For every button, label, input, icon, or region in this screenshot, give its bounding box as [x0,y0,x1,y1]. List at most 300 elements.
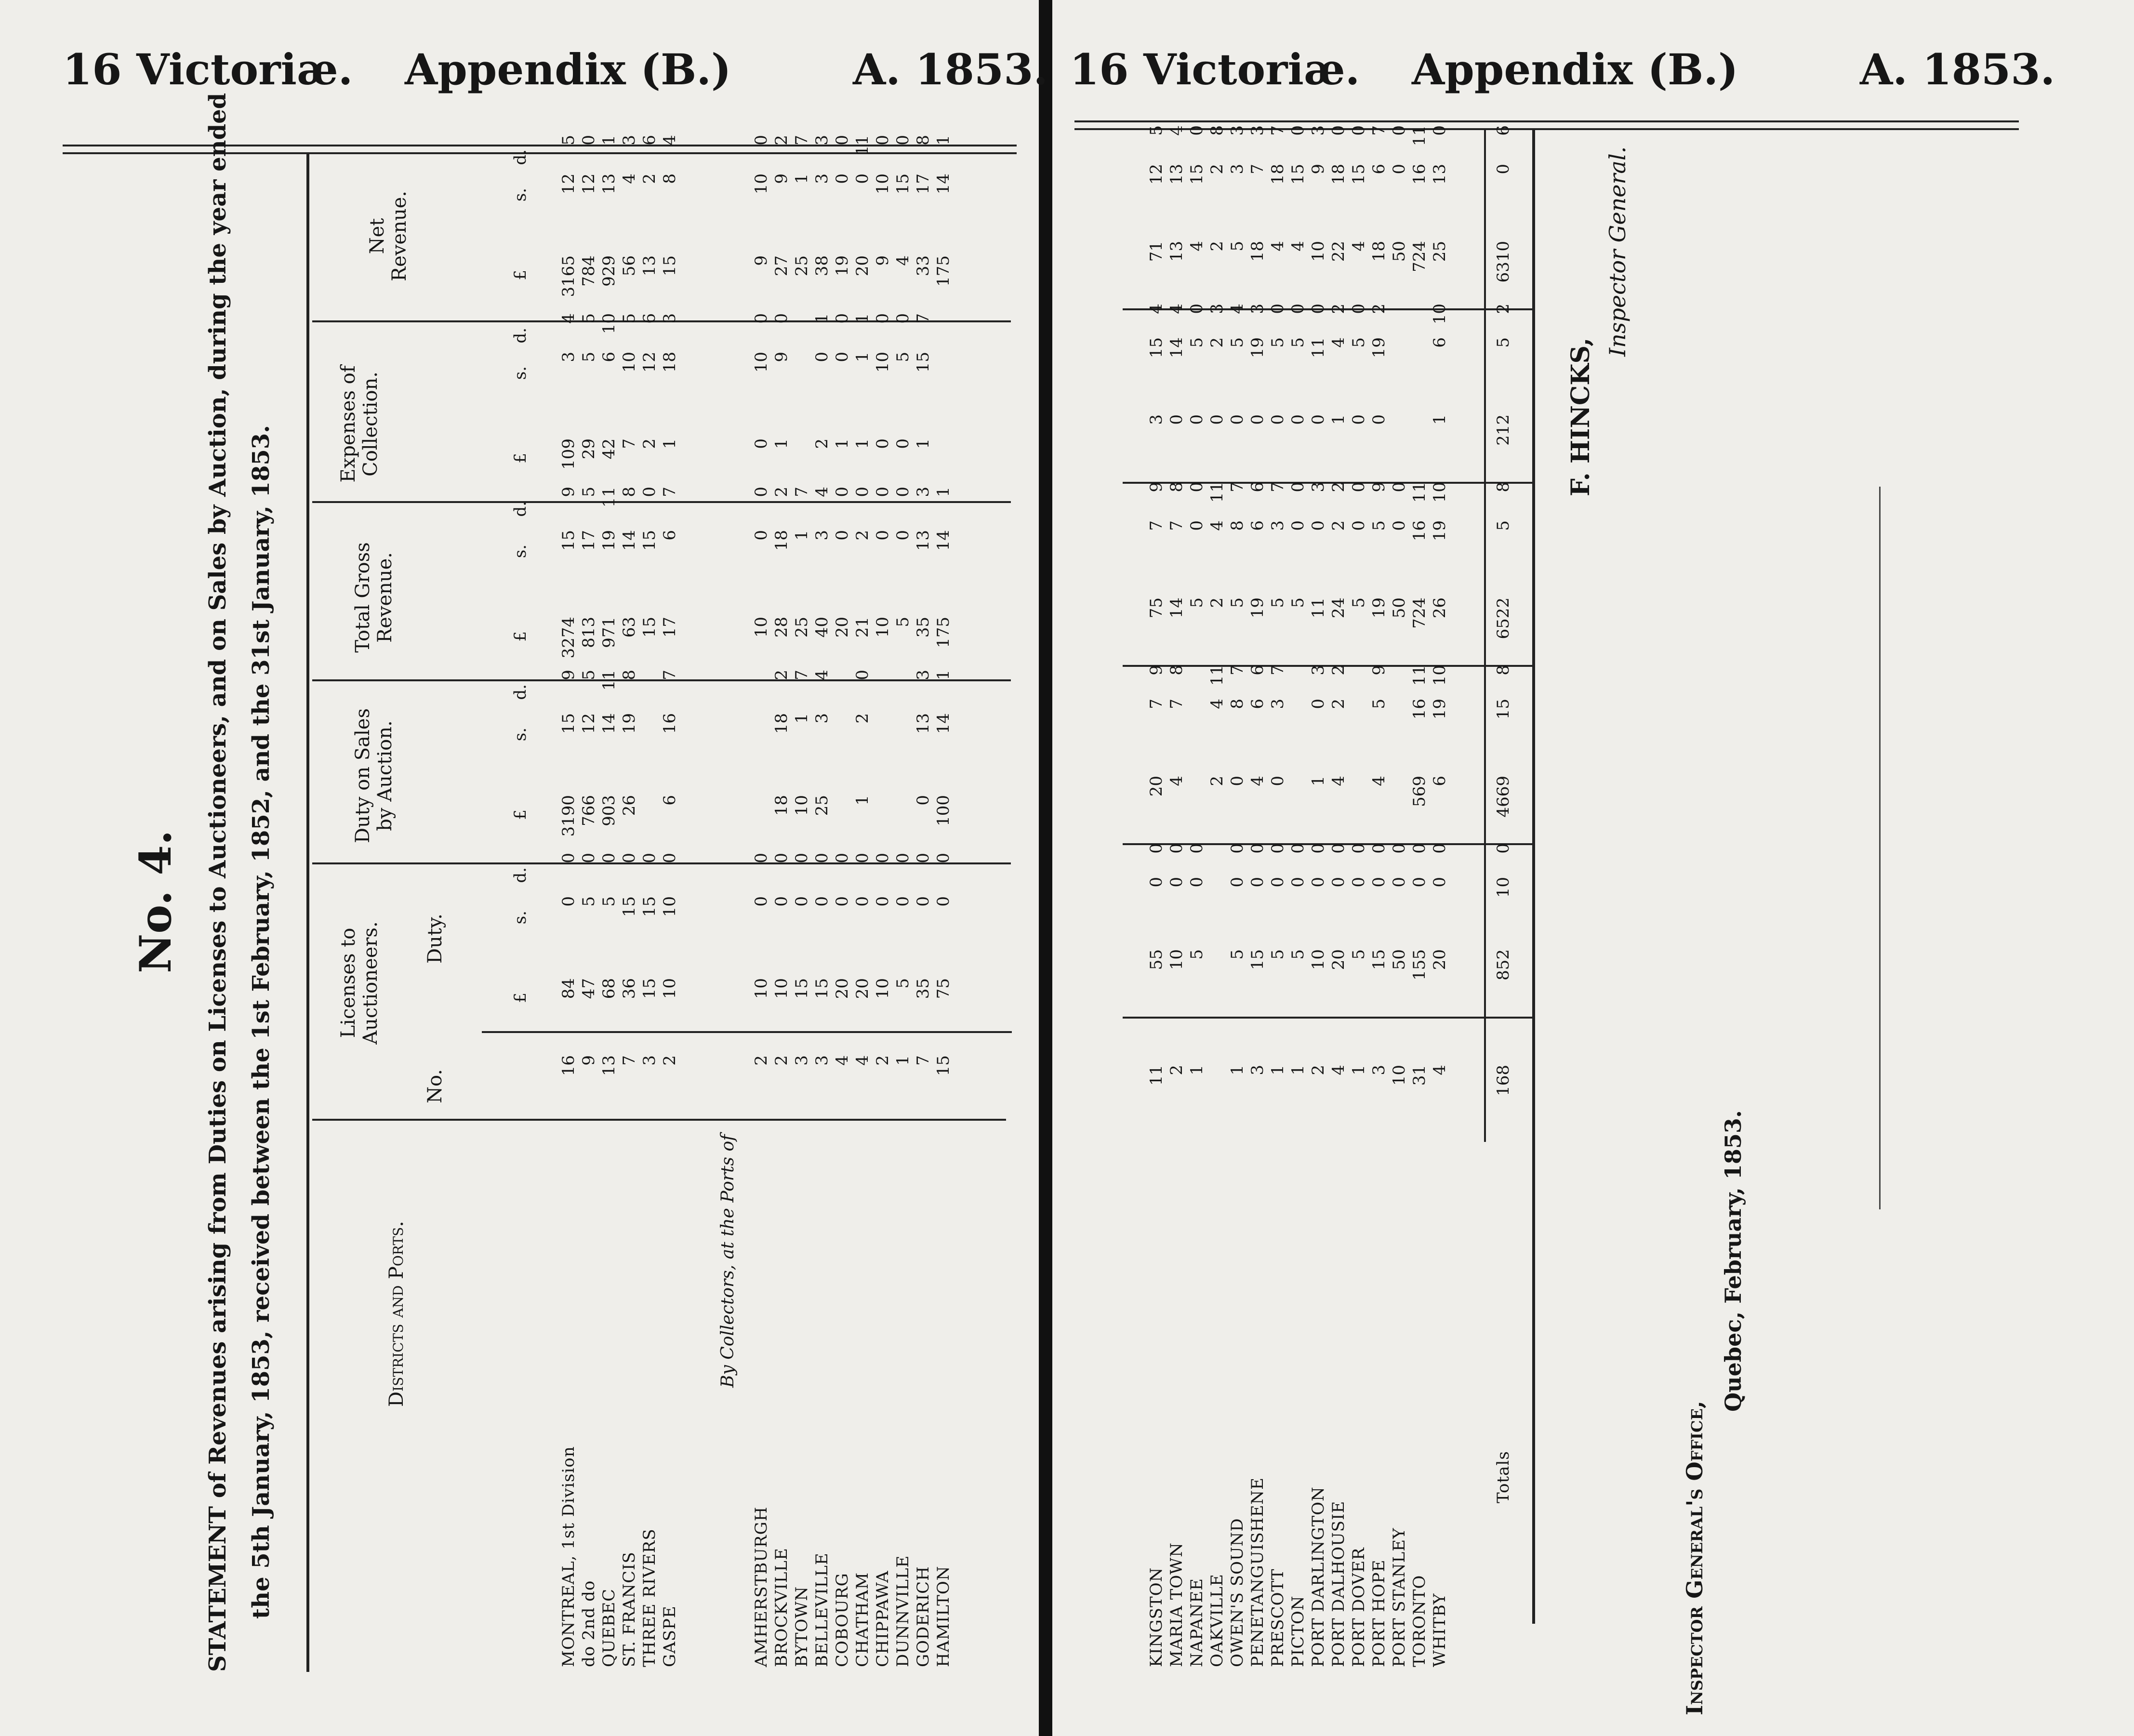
totals-exp-1: 5 [1494,337,1513,348]
totals-gross-1: 5 [1494,520,1513,531]
row-name: ST. FRANCIS [620,1551,639,1667]
row-sale-pence: 11 [599,670,619,691]
row-gross-shillings: 5 [1369,520,1389,531]
row-net-shillings: 4 [620,173,639,184]
row-net-pence: 0 [1390,125,1409,136]
row-exp-shillings: 19 [1248,337,1267,358]
row-sale-shillings: 18 [772,713,791,734]
row-lic-shillings: 0 [934,896,953,907]
row-net-pounds: 13 [1167,241,1186,262]
row-net-shillings: 12 [579,173,598,195]
row-gross-pounds: 3274 [559,617,578,659]
row-lic-shillings: 0 [1248,877,1267,888]
row-sale-pence: 1 [934,670,953,680]
row-gross-pounds: 724 [1410,597,1429,629]
row-name: GASPE [660,1605,679,1667]
row-gross-shillings: 3 [812,530,832,541]
row-gross-shillings: 3 [1268,520,1287,531]
row-net-pounds: 38 [812,255,832,277]
row-gross-shillings: 7 [1147,520,1166,531]
row-name: PRESCOTT [1268,1568,1287,1667]
row-net-pounds: 9 [873,255,892,266]
row-lic-shillings: 0 [1390,877,1409,888]
row-gross-pence: 0 [873,487,892,497]
row-name: TORONTO [1410,1575,1429,1667]
row-gross-pence: 0 [893,487,913,497]
row-lic-pounds: 15 [812,978,832,999]
row-net-shillings: 8 [660,173,679,184]
row-sale-shillings: 2 [1329,699,1348,709]
row-net-pounds: 5 [1228,241,1247,252]
row-sale-shillings: 8 [1228,699,1247,709]
right-table-border [1532,130,1535,1624]
row-gross-shillings: 14 [934,530,953,551]
row-gross-pounds: 2 [1207,597,1227,608]
row-sale-shillings: 1 [792,713,811,724]
row-gross-pence: 7 [1228,482,1247,492]
row-gross-pence: 3 [1309,482,1328,492]
row-sale-shillings: 4 [1207,699,1227,709]
row-no: 1 [893,1055,913,1066]
row-exp-shillings: 11 [1309,337,1328,358]
row-exp-pence: 4 [1228,304,1247,314]
row-no: 3 [1369,1065,1389,1075]
row-name: BELLEVILLE [812,1552,832,1667]
row-sale-pounds: 20 [1147,776,1166,797]
row-name: OWEN'S SOUND [1228,1518,1247,1667]
row-net-pounds: 4 [1187,241,1206,252]
row-net-pence: 0 [1288,125,1308,136]
row-net-pounds: 56 [620,255,639,277]
row-exp-shillings: 10 [752,352,771,373]
office-name: Inspector General's Office, [1682,1401,1708,1715]
unit-net-1: s. [511,188,530,202]
row-exp-pounds: 1 [1430,414,1449,425]
row-exp-pence: 0 [1288,304,1308,314]
row-net-shillings: 15 [893,173,913,195]
totals-exp-2: 2 [1494,304,1513,314]
row-net-pence: 3 [812,135,832,146]
row-lic-pounds: 5 [893,978,913,989]
row-net-pounds: 4 [893,255,913,266]
totals-lic-0: 852 [1494,949,1513,981]
row-gross-pounds: 15 [640,617,659,638]
row-gross-shillings: 6 [1248,520,1267,531]
row-net-pence: 4 [660,135,679,146]
row-exp-pounds: 0 [752,438,771,449]
unit-sale-0: £ [511,809,530,820]
row-lic-shillings: 0 [1329,877,1348,888]
row-gross-pence: 0 [1349,482,1368,492]
left-header-right: A. 1853. [853,44,1048,94]
row-gross-pounds: 40 [812,617,832,638]
row-gross-pounds: 19 [1369,597,1389,619]
row-gross-shillings: 0 [893,530,913,541]
row-gross-shillings: 13 [914,530,933,551]
row-gross-pounds: 28 [772,617,791,638]
row-exp-pence: 0 [1349,304,1368,314]
row-net-shillings: 2 [1207,164,1227,174]
row-lic-pence: 0 [1329,843,1348,854]
row-lic-shillings: 0 [1410,877,1429,888]
row-lic-shillings: 0 [772,896,791,907]
row-lic-pence: 0 [752,853,771,863]
row-lic-pounds: 20 [1430,949,1449,970]
row-gross-shillings: 0 [1349,520,1368,531]
row-net-shillings: 15 [1288,164,1308,185]
row-lic-pounds: 5 [1268,949,1287,960]
row-sale-pounds: 1 [1309,776,1328,786]
row-exp-pounds: 1 [772,438,791,449]
row-sale-pounds: 4 [1329,776,1348,786]
row-name: PENETANGUISHENE [1248,1477,1267,1667]
unit-exp-2: d. [511,328,530,344]
totals-gross-0: 6522 [1494,597,1513,639]
row-exp-shillings: 5 [1228,337,1247,348]
row-net-shillings: 14 [934,173,953,195]
row-lic-shillings: 0 [1430,877,1449,888]
row-lic-shillings: 5 [599,896,619,907]
totals-lic-2: 0 [1494,843,1513,854]
row-exp-shillings: 2 [1207,337,1227,348]
row-exp-pounds: 1 [914,438,933,449]
row-net-shillings: 1 [792,173,811,184]
row-lic-shillings: 0 [752,896,771,907]
unit-row-rule [482,1031,1012,1033]
row-no: 9 [579,1055,598,1066]
row-gross-shillings: 0 [833,530,852,541]
row-name: OAKVILLE [1207,1574,1227,1667]
row-net-shillings: 15 [1349,164,1368,185]
row-net-pence: 0 [873,135,892,146]
row-no: 1 [1349,1065,1368,1075]
row-gross-pence: 8 [620,487,639,497]
row-exp-pence: 1 [853,313,872,324]
row-lic-pounds: 5 [1349,949,1368,960]
row-lic-pounds: 36 [620,978,639,999]
row-sale-pounds: 25 [812,795,832,816]
row-net-shillings: 0 [1390,164,1409,174]
row-net-pence: 6 [640,135,659,146]
row-lic-pounds: 10 [752,978,771,999]
row-gross-pence: 0 [853,487,872,497]
row-gross-pounds: 21 [853,617,872,638]
row-net-pounds: 4 [1268,241,1287,252]
row-net-shillings: 18 [1329,164,1348,185]
row-gross-shillings: 19 [1430,520,1449,542]
row-exp-shillings: 6 [599,352,619,362]
row-gross-shillings: 18 [772,530,791,551]
row-lic-pence: 0 [660,853,679,863]
row-lic-pence: 0 [1228,843,1247,854]
row-lic-shillings: 0 [559,896,578,907]
right-header-rule-1 [1074,120,2019,122]
row-sale-pence: 11 [1207,665,1227,686]
row-net-pounds: 2 [1207,241,1227,252]
row-lic-pence: 0 [559,853,578,863]
row-no: 4 [1430,1065,1449,1075]
row-gross-shillings: 7 [1167,520,1186,531]
unit-exp-0: £ [511,453,530,464]
row-sale-pence: 8 [1167,665,1186,676]
row-gross-pounds: 11 [1309,597,1328,619]
row-net-pence: 0 [752,135,771,146]
totals-sale-1: 15 [1494,699,1513,720]
totals-no: 168 [1494,1065,1513,1096]
row-exp-pence: 0 [1309,304,1328,314]
row-lic-pounds: 75 [934,978,953,999]
row-sale-pounds: 3190 [559,795,578,837]
row-exp-pence: 4 [1167,304,1186,314]
row-lic-pence: 0 [1288,843,1308,854]
row-gross-pence: 6 [1248,482,1267,492]
row-net-shillings: 10 [752,173,771,195]
row-sale-pounds: 26 [620,795,639,816]
row-exp-pounds: 1 [833,438,852,449]
col-expenses: Expenses of Collection. [337,365,382,483]
right-header-left: 16 Victoriæ. [1070,44,1360,94]
row-no: 1 [1228,1065,1247,1075]
row-gross-shillings: 15 [640,530,659,551]
row-name: PICTON [1288,1595,1308,1667]
row-sale-pence: 7 [660,670,679,680]
unit-sale-2: d. [511,684,530,700]
row-sale-pence: 3 [914,670,933,680]
row-lic-pence: 0 [1410,843,1429,854]
row-gross-pence: 11 [599,487,619,508]
row-lic-pence: 0 [640,853,659,863]
row-exp-shillings: 5 [1187,337,1206,348]
row-net-pence: 7 [1268,125,1287,136]
row-gross-shillings: 0 [1187,520,1206,531]
row-gross-shillings: 0 [752,530,771,541]
row-lic-pence: 0 [853,853,872,863]
row-lic-shillings: 0 [1288,877,1308,888]
row-exp-shillings: 0 [812,352,832,362]
row-gross-pounds: 5 [893,617,913,627]
right-header-right: A. 1853. [1860,44,2055,94]
row-no: 4 [1329,1065,1348,1075]
row-sale-pence: 9 [1369,665,1389,676]
row-net-pounds: 3165 [559,255,578,297]
row-net-pence: 11 [853,135,872,156]
row-lic-shillings: 10 [660,896,679,917]
unit-exp-1: s. [511,366,530,380]
unit-gross-0: £ [511,631,530,642]
row-lic-shillings: 0 [1187,877,1206,888]
row-gross-shillings: 0 [1309,520,1328,531]
row-exp-pence: 2 [1329,304,1348,314]
row-exp-pence: 3 [660,313,679,324]
row-sale-pence: 11 [1410,665,1429,686]
row-exp-pence: 0 [1268,304,1287,314]
row-exp-pence: 4 [1147,304,1166,314]
row-exp-pence: 2 [1369,304,1389,314]
row-sale-pence: 3 [1309,665,1328,676]
row-sale-shillings: 7 [1147,699,1166,709]
row-no: 11 [1147,1065,1166,1086]
row-exp-pence: 5 [579,313,598,324]
row-exp-pence: 3 [1207,304,1227,314]
row-gross-pounds: 24 [1329,597,1348,619]
unit-gross-2: d. [511,501,530,517]
row-no: 4 [833,1055,852,1066]
row-lic-pence: 0 [599,853,619,863]
row-lic-pounds: 20 [853,978,872,999]
page-gutter [1039,0,1052,1736]
row-lic-pence: 0 [1369,843,1389,854]
row-name: GODERICH [914,1566,933,1667]
row-lic-pence: 0 [833,853,852,863]
row-gross-pounds: 5 [1268,597,1287,608]
row-exp-shillings: 12 [640,352,659,373]
row-net-shillings: 0 [833,173,852,184]
row-lic-pence: 0 [873,853,892,863]
row-lic-pence: 0 [1268,843,1287,854]
row-net-pounds: 33 [914,255,933,277]
row-name: THREE RIVERS [640,1528,659,1667]
row-net-pounds: 25 [1430,241,1449,262]
row-gross-pounds: 5 [1288,597,1308,608]
row-net-pounds: 25 [792,255,811,277]
row-net-shillings: 18 [1268,164,1287,185]
row-net-pounds: 9 [752,255,771,266]
row-lic-pounds: 5 [1288,949,1308,960]
row-exp-pounds: 0 [1309,414,1328,425]
row-gross-pence: 3 [914,487,933,497]
row-gross-shillings: 6 [660,530,679,541]
col-licenses: Licenses to Auctioneers. [337,921,382,1045]
row-sale-shillings: 13 [914,713,933,734]
row-lic-pounds: 5 [1228,949,1247,960]
row-sale-pence: 7 [1268,665,1287,676]
row-name: MONTREAL, 1st Division [559,1446,578,1667]
row-lic-pounds: 15 [792,978,811,999]
unit-sale-1: s. [511,728,530,742]
row-no: 7 [620,1055,639,1066]
row-net-pence: 3 [1248,125,1267,136]
row-no: 2 [752,1055,771,1066]
row-net-shillings: 15 [1187,164,1206,185]
row-sale-pounds: 4 [1167,776,1186,786]
row-no: 15 [934,1055,953,1076]
row-net-pence: 0 [893,135,913,146]
row-sale-shillings: 7 [1167,699,1186,709]
row-lic-pence: 0 [1147,843,1166,854]
row-exp-pounds: 0 [1248,414,1267,425]
row-net-pence: 1 [599,135,619,146]
row-net-pence: 0 [1430,125,1449,136]
row-sale-pounds: 4 [1369,776,1389,786]
row-exp-pence: 0 [772,313,791,324]
row-name: HAMILTON [934,1565,953,1667]
row-sale-pounds: 766 [579,795,598,826]
col-duty: Duty. [424,914,446,964]
row-gross-pence: 0 [640,487,659,497]
row-exp-pence: 10 [1430,304,1449,325]
row-gross-pence: 9 [559,487,578,497]
row-no: 3 [812,1055,832,1066]
col-net-revenue: Net Revenue. [366,191,411,281]
row-net-pence: 4 [1167,125,1186,136]
row-exp-pence: 7 [914,313,933,324]
row-exp-pounds: 0 [1288,414,1308,425]
row-sale-pounds: 0 [1268,776,1287,786]
row-lic-shillings: 0 [1228,877,1247,888]
row-exp-pence: 10 [599,313,619,334]
unit-lic-2: d. [511,867,530,883]
row-lic-shillings: 0 [893,896,913,907]
row-sale-pounds: 1 [853,795,872,806]
row-lic-shillings: 15 [640,896,659,917]
row-net-shillings: 3 [812,173,832,184]
row-lic-shillings: 0 [833,896,852,907]
row-exp-shillings: 3 [559,352,578,362]
row-sale-shillings: 12 [579,713,598,734]
col-no: No. [424,1069,446,1103]
row-exp-pence: 0 [873,313,892,324]
row-gross-shillings: 2 [1329,520,1348,531]
row-lic-pounds: 155 [1410,949,1429,981]
row-lic-pounds: 20 [833,978,852,999]
row-lic-pounds: 10 [1167,949,1186,970]
row-sale-shillings: 14 [934,713,953,734]
row-sale-pounds: 18 [772,795,791,816]
row-sale-pence: 8 [620,670,639,680]
row-lic-pence: 0 [1430,843,1449,854]
row-sale-pounds: 903 [599,795,619,826]
row-lic-shillings: 0 [1147,877,1166,888]
row-gross-pounds: 5 [1228,597,1247,608]
row-gross-pence: 10 [1430,482,1449,503]
row-gross-pounds: 25 [792,617,811,638]
row-exp-pounds: 42 [599,438,619,460]
row-gross-pence: 0 [833,487,852,497]
row-net-pounds: 71 [1147,241,1166,262]
row-exp-pounds: 1 [853,438,872,449]
row-exp-pence: 0 [893,313,913,324]
row-lic-shillings: 0 [853,896,872,907]
row-lic-shillings: 15 [620,896,639,917]
row-lic-pounds: 50 [1390,949,1409,970]
row-gross-pounds: 5 [1349,597,1368,608]
row-name: COBOURG [833,1573,852,1667]
row-no: 1 [1187,1065,1206,1075]
row-sale-pounds: 100 [934,795,953,826]
row-sale-pounds: 10 [792,795,811,816]
row-net-pence: 0 [1349,125,1368,136]
row-lic-pounds: 15 [640,978,659,999]
row-no: 13 [599,1055,619,1076]
row-net-shillings: 10 [873,173,892,195]
row-sale-pounds: 4 [1248,776,1267,786]
row-gross-pence: 7 [792,487,811,497]
row-net-pence: 1 [934,135,953,146]
totals-label: Totals [1494,1451,1513,1503]
row-lic-pounds: 10 [660,978,679,999]
row-net-pence: 3 [1309,125,1328,136]
row-lic-pounds: 20 [1329,949,1348,970]
row-gross-shillings: 2 [853,530,872,541]
row-no: 2 [1309,1065,1328,1075]
row-sale-shillings: 2 [853,713,872,724]
row-exp-pounds: 0 [1207,414,1227,425]
row-net-pounds: 19 [833,255,852,277]
row-lic-pence: 0 [1187,843,1206,854]
row-name: CHATHAM [853,1572,872,1667]
row-exp-shillings: 9 [772,352,791,362]
row-lic-shillings: 0 [1369,877,1389,888]
